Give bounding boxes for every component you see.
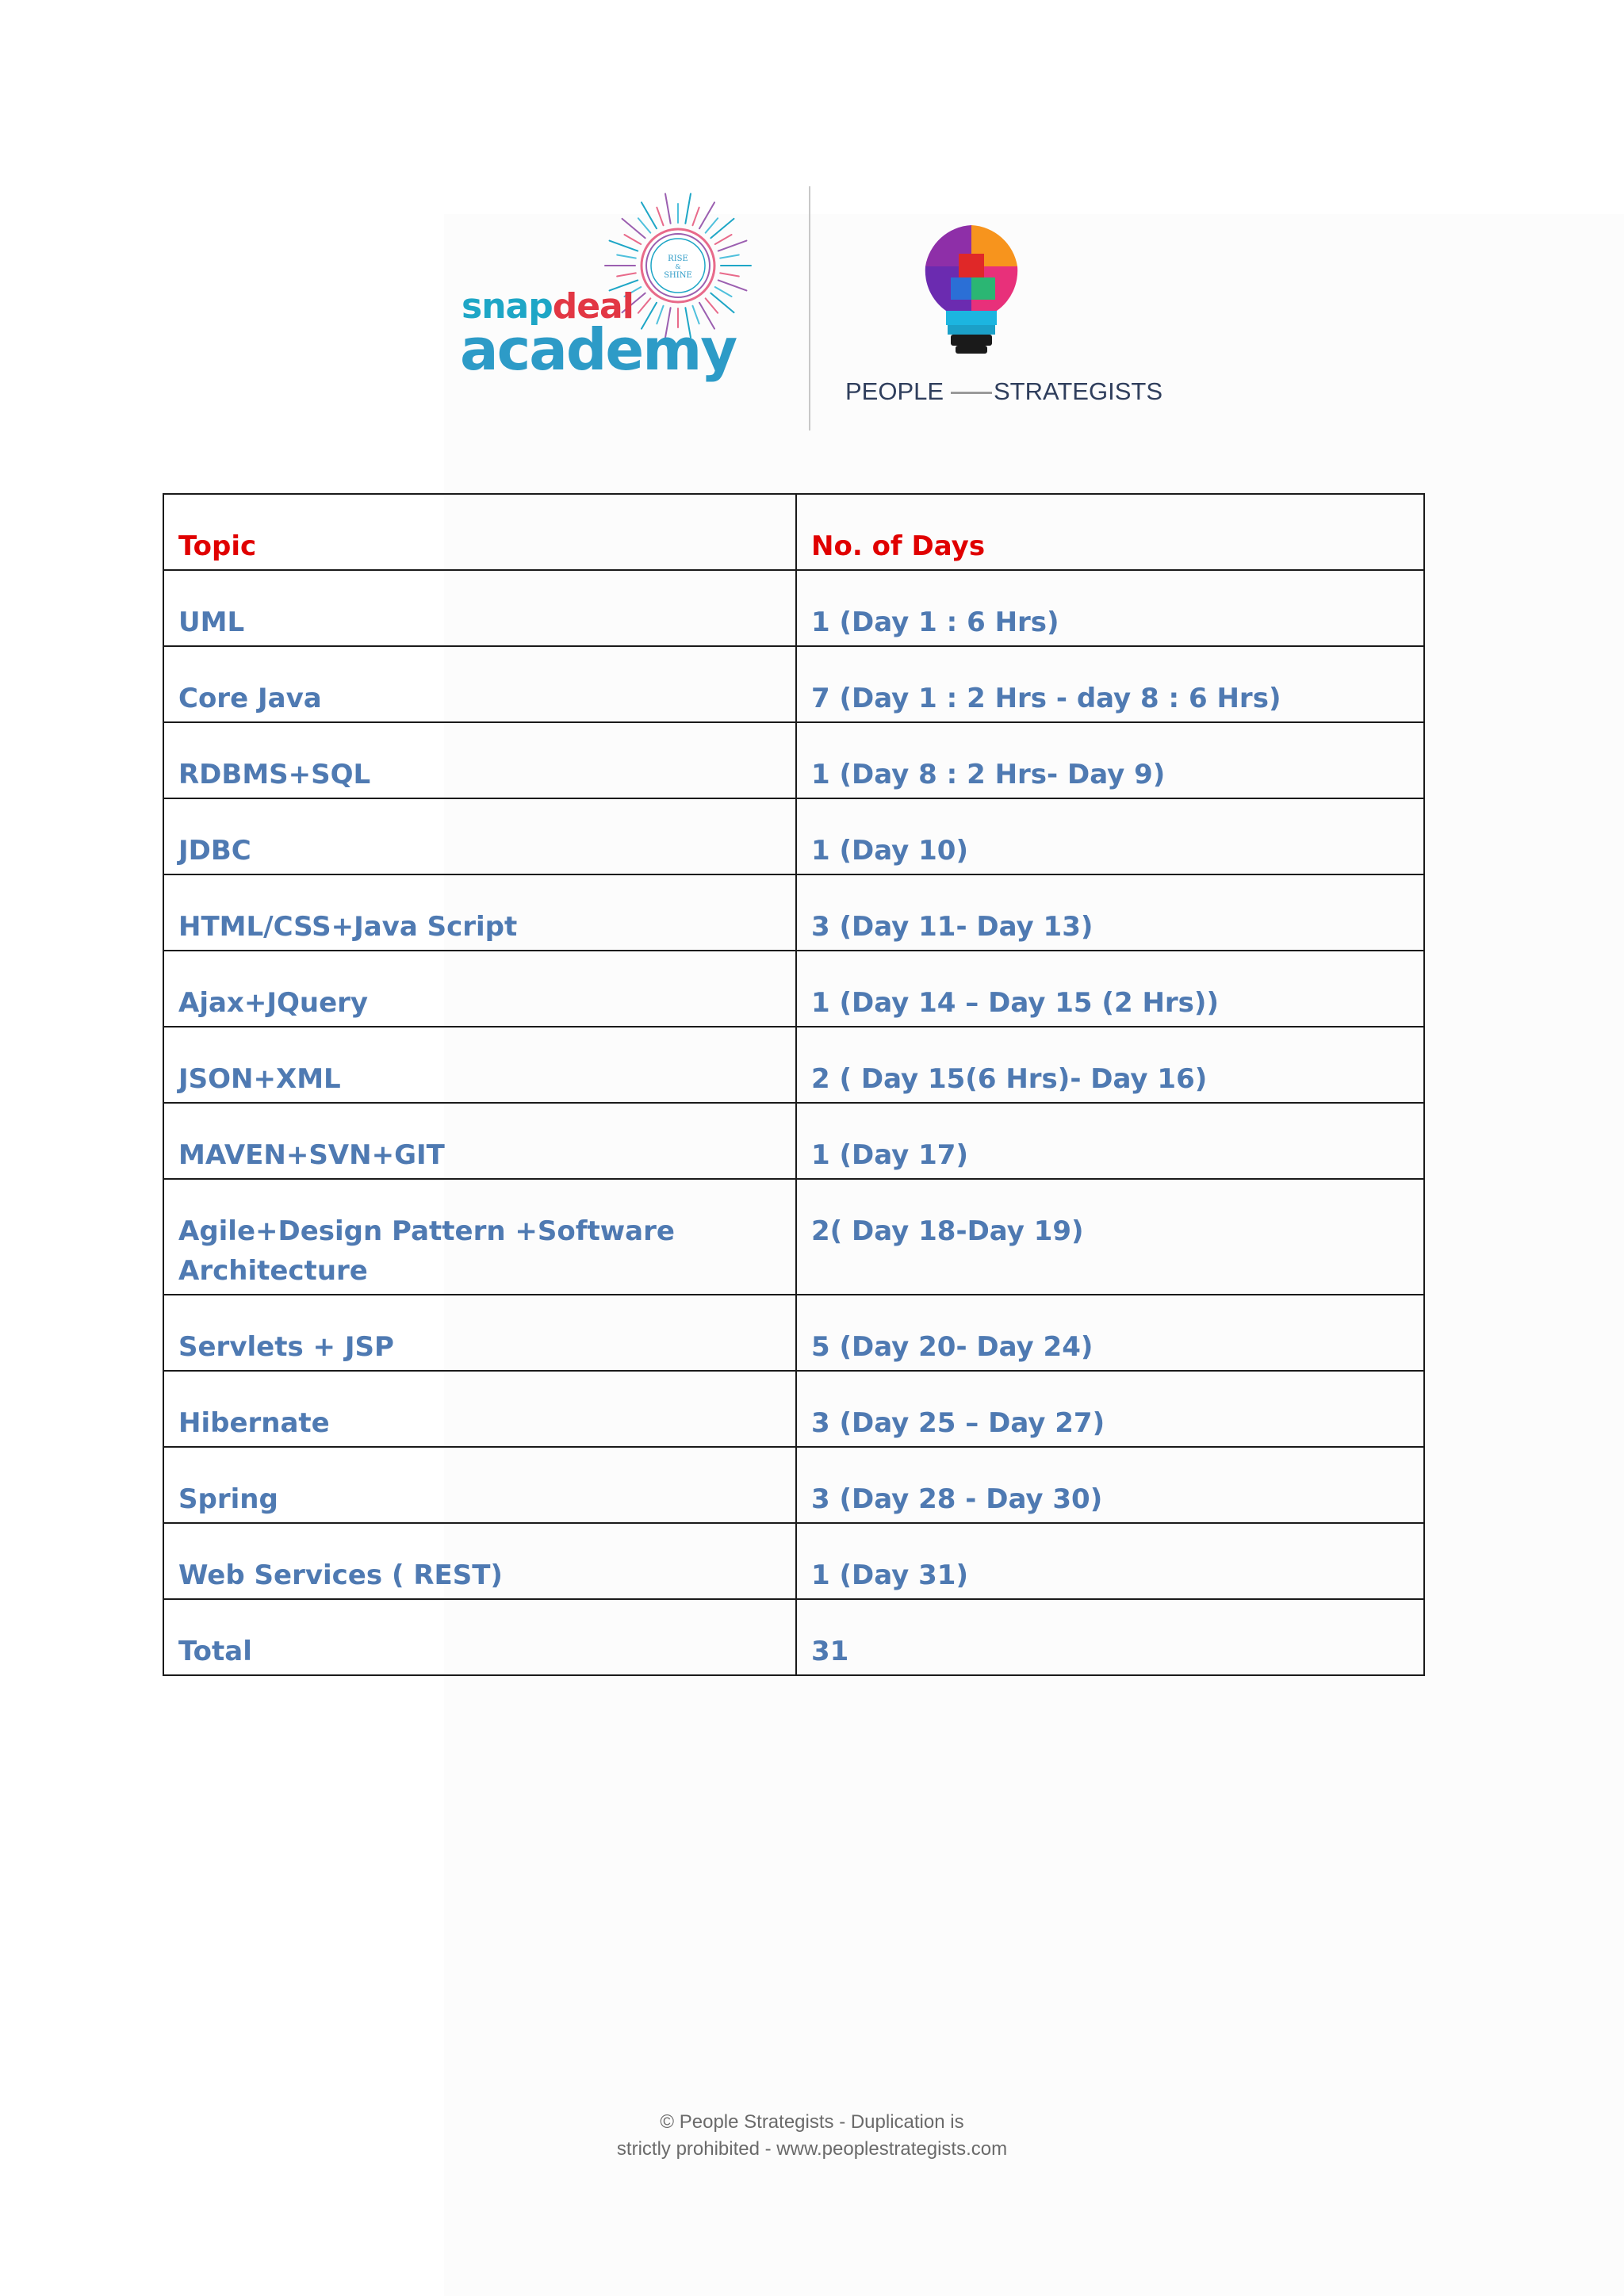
logo-divider: [809, 186, 810, 430]
days-cell: 2( Day 18-Day 19): [796, 1179, 1424, 1295]
sunburst-ray: [715, 287, 732, 297]
topic-cell: JSON+XML: [163, 1027, 796, 1103]
days-cell: 1 (Day 14 – Day 15 (2 Hrs)): [796, 951, 1424, 1027]
table-row: [163, 798, 1424, 874]
topic-cell: Core Java: [163, 646, 796, 722]
days-cell: 3 (Day 11- Day 13): [796, 874, 1424, 951]
topic-cell: MAVEN+SVN+GIT: [163, 1103, 796, 1179]
days-cell: 1 (Day 17): [796, 1103, 1424, 1179]
footer-line-2: strictly prohibited - www.peoplestrategists.com: [616, 2138, 1008, 2160]
days-cell: 1 (Day 1 : 6 Hrs): [796, 570, 1424, 646]
table-row: [163, 1295, 1424, 1371]
sunburst-ray: [617, 254, 636, 258]
topic-cell: Total: [163, 1599, 796, 1675]
table-row: [163, 646, 1424, 722]
badge-text-line3: SHINE: [664, 271, 692, 280]
table-row: [163, 1027, 1424, 1103]
sunburst-ray: [718, 241, 747, 251]
days-cell: 7 (Day 1 : 2 Hrs - day 8 : 6 Hrs): [796, 646, 1424, 722]
table-row: [163, 722, 1424, 798]
people-strategists-logo: [841, 222, 1197, 404]
sunburst-ray: [685, 193, 691, 223]
header-logos: [444, 186, 1197, 432]
topic-cell: Ajax+JQuery: [163, 951, 796, 1027]
people-wordmark: PEOPLE: [845, 377, 944, 405]
topic-cell: Agile+Design Pattern +Software Architecture: [163, 1179, 796, 1295]
footer-copyright: [0, 2109, 1624, 2163]
table-row: [163, 1599, 1424, 1675]
sunburst-ray: [610, 241, 638, 251]
snapdeal-wordmark: snapdeal: [462, 286, 634, 327]
sunburst-ray: [706, 218, 718, 232]
table-row: [163, 1447, 1424, 1523]
topic-cell: Spring: [163, 1447, 796, 1523]
table-header-row: [163, 494, 1424, 570]
header-topic: Topic: [163, 494, 796, 570]
table-row: [163, 874, 1424, 951]
footer-line-1: © People Strategists - Duplication is: [660, 2111, 964, 2133]
sunburst-ray: [665, 193, 671, 223]
topic-cell: HTML/CSS+Java Script: [163, 874, 796, 951]
topic-cell: Web Services ( REST): [163, 1523, 796, 1599]
table-row: [163, 1523, 1424, 1599]
days-cell: 3 (Day 25 – Day 27): [796, 1371, 1424, 1447]
badge-text-line1: RISE: [668, 254, 688, 263]
sunburst-ray: [720, 273, 739, 276]
days-cell: 3 (Day 28 - Day 30): [796, 1447, 1424, 1523]
header-days: No. of Days: [796, 494, 1424, 570]
academy-wordmark: academy: [460, 316, 737, 383]
days-cell: 5 (Day 20- Day 24): [796, 1295, 1424, 1371]
days-cell: 1 (Day 8 : 2 Hrs- Day 9): [796, 722, 1424, 798]
topic-cell: Servlets + JSP: [163, 1295, 796, 1371]
table-row: [163, 1371, 1424, 1447]
sunburst-ray: [706, 298, 718, 312]
sunburst-ray: [720, 254, 739, 258]
table-row: [163, 1179, 1424, 1295]
snapdeal-academy-logo: [444, 186, 777, 432]
days-cell: 31: [796, 1599, 1424, 1675]
strategists-wordmark: STRATEGISTS: [994, 377, 1163, 405]
sunburst-ray: [657, 208, 663, 226]
topic-cell: Hibernate: [163, 1371, 796, 1447]
sunburst-ray: [692, 208, 699, 226]
training-schedule-table: [163, 493, 1425, 1676]
badge-text-line2: &: [675, 263, 681, 270]
days-cell: 2 ( Day 15(6 Hrs)- Day 16): [796, 1027, 1424, 1103]
sunburst-ray: [715, 235, 732, 244]
sunburst-ray: [638, 218, 650, 232]
sunburst-ray: [624, 235, 641, 244]
table-row: [163, 951, 1424, 1027]
days-cell: 1 (Day 31): [796, 1523, 1424, 1599]
topic-cell: RDBMS+SQL: [163, 722, 796, 798]
topic-cell: JDBC: [163, 798, 796, 874]
table-row: [163, 570, 1424, 646]
days-cell: 1 (Day 10): [796, 798, 1424, 874]
table-row: [163, 1103, 1424, 1179]
sunburst-ray: [638, 298, 650, 312]
sunburst-ray: [617, 273, 636, 276]
topic-cell: UML: [163, 570, 796, 646]
sunburst-ray: [718, 280, 747, 290]
